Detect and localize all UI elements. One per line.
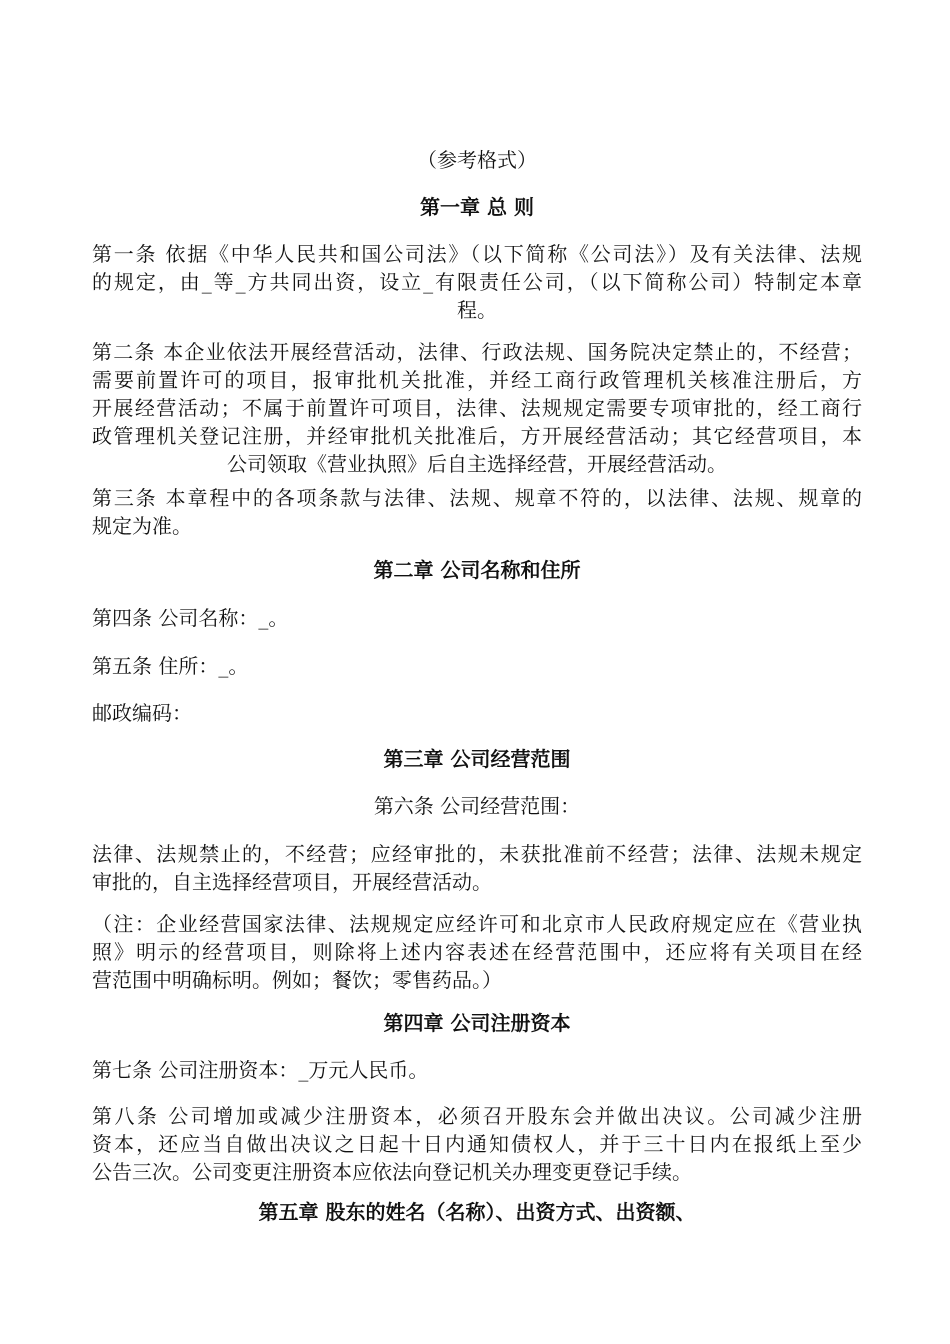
scope-note xyxy=(92,910,862,994)
article-3-line-2: 规定为准。 xyxy=(92,514,192,538)
chapter-3-title: 第三章 公司经营范围 xyxy=(383,747,571,771)
format-note-text: （参考格式） xyxy=(417,148,537,172)
postal-code-label: 邮政编码： xyxy=(92,701,192,725)
article-1 xyxy=(92,240,862,324)
article-4-text: 第四条 公司名称：_。 xyxy=(92,606,289,630)
article-2-line-1: 第二条 本企业依法开展经营活动，法律、行政法规、国务院决定禁止的，不经营； xyxy=(92,340,862,364)
scope-note-line-3: 营范围中明确标明。例如；餐饮；零售药品。） xyxy=(92,968,502,992)
chapter-1-title: 第一章 总 则 xyxy=(420,195,534,219)
article-8-line-3: 公告三次。公司变更注册资本应依法向登记机关办理变更登记手续。 xyxy=(92,1160,692,1184)
chapter-4-title: 第四章 公司注册资本 xyxy=(383,1011,571,1035)
business-scope xyxy=(92,840,862,896)
scope-note-line-2: 照》明示的经营项目，则除将上述内容表述在经营范围中，还应将有关项目在经 xyxy=(92,940,862,964)
chapter-2-title: 第二章 公司名称和住所 xyxy=(373,558,581,582)
article-3 xyxy=(92,484,862,540)
article-1-line-2: 的规定，由_等_方共同出资，设立_有限责任公司，（以下简称公司）特制定本章 xyxy=(92,270,862,294)
article-7-text: 第七条 公司注册资本：_万元人民币。 xyxy=(92,1058,429,1082)
business-scope-line-1: 法律、法规禁止的，不经营；应经审批的，未获批准前不经营；法律、法规未规定 xyxy=(92,842,862,866)
format-note xyxy=(92,146,862,174)
article-2-line-3: 开展经营活动；不属于前置许可项目，法律、法规规定需要专项审批的，经工商行 xyxy=(92,396,862,420)
postal-code xyxy=(92,699,862,727)
business-scope-line-2: 审批的，自主选择经营项目，开展经营活动。 xyxy=(92,870,492,894)
article-6 xyxy=(92,792,862,820)
article-4 xyxy=(92,604,862,632)
scope-note-line-1: （注：企业经营国家法律、法规规定应经许可和北京市人民政府规定应在《营业执 xyxy=(92,912,862,936)
article-2 xyxy=(92,338,862,478)
article-6-text: 第六条 公司经营范围： xyxy=(373,794,581,818)
article-3-line-1: 第三条 本章程中的各项条款与法律、法规、规章不符的，以法律、法规、规章的 xyxy=(92,486,862,510)
article-1-line-1: 第一条 依据《中华人民共和国公司法》（以下简称《公司法》）及有关法律、法规 xyxy=(92,242,862,266)
article-8-line-1: 第八条 公司增加或减少注册资本，必须召开股东会并做出决议。公司减少注册 xyxy=(92,1104,862,1128)
article-8-line-2: 资本，还应当自做出决议之日起十日内通知债权人，并于三十日内在报纸上至少 xyxy=(92,1132,862,1156)
article-5 xyxy=(92,652,862,680)
article-2-line-2: 需要前置许可的项目，报审批机关批准，并经工商行政管理机关核准注册后，方 xyxy=(92,368,862,392)
article-5-text: 第五条 住所：_。 xyxy=(92,654,249,678)
article-1-line-3: 程。 xyxy=(457,298,497,322)
article-2-line-4: 政管理机关登记注册，并经审批机关批准后，方开展经营活动；其它经营项目，本 xyxy=(92,424,862,448)
chapter-5-title: 第五章 股东的姓名（名称）、出资方式、出资额、 xyxy=(258,1200,696,1224)
article-8 xyxy=(92,1102,862,1186)
article-7 xyxy=(92,1056,862,1084)
article-2-line-5: 公司领取《营业执照》后自主选择经营，开展经营活动。 xyxy=(227,452,727,476)
